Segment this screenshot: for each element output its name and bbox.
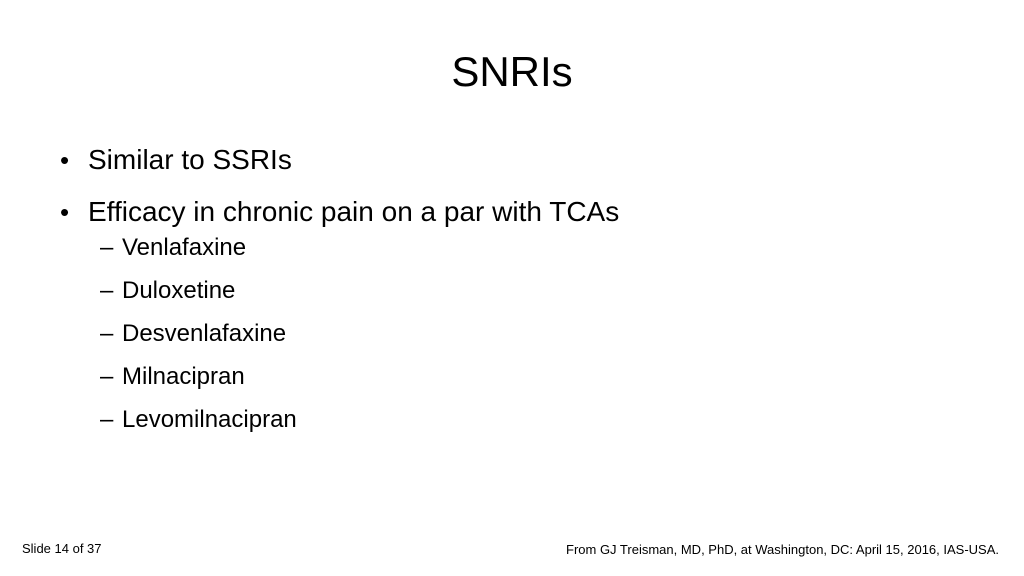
sub-bullet-list (88, 232, 956, 436)
sub-item-text: Levomilnacipran (122, 406, 297, 433)
bullet-marker: • (60, 197, 70, 227)
sub-item-text: Venlafaxine (122, 234, 247, 261)
slide-number: Slide 14 of 37 (22, 541, 102, 556)
sub-item-text: Desvenlafaxine (122, 320, 287, 347)
sub-item-desvenlafaxine (88, 318, 956, 350)
bullet-marker: • (60, 145, 70, 175)
dash-marker: – (100, 363, 114, 390)
bullet-text: Efficacy in chronic pain on a par with TCAs (88, 196, 620, 227)
dash-marker: – (100, 234, 114, 261)
bullet-item-efficacy (56, 194, 956, 436)
dash-marker: – (100, 320, 114, 347)
sub-item-milnacipran (88, 361, 956, 393)
sub-item-text: Milnacipran (122, 363, 245, 390)
slide-title: SNRIs (451, 48, 573, 95)
bullet-text: Similar to SSRIs (88, 144, 292, 175)
bullet-list (56, 142, 956, 452)
bullet-item-similar (56, 142, 956, 178)
sub-item-levomilnacipran (88, 404, 956, 436)
dash-marker: – (100, 406, 114, 433)
sub-item-venlafaxine (88, 232, 956, 264)
sub-item-text: Duloxetine (122, 277, 236, 304)
dash-marker: – (100, 277, 114, 304)
source-citation: From GJ Treisman, MD, PhD, at Washington, DC: April 15, 2016, IAS-USA. (566, 542, 999, 557)
sub-item-duloxetine (88, 275, 956, 307)
